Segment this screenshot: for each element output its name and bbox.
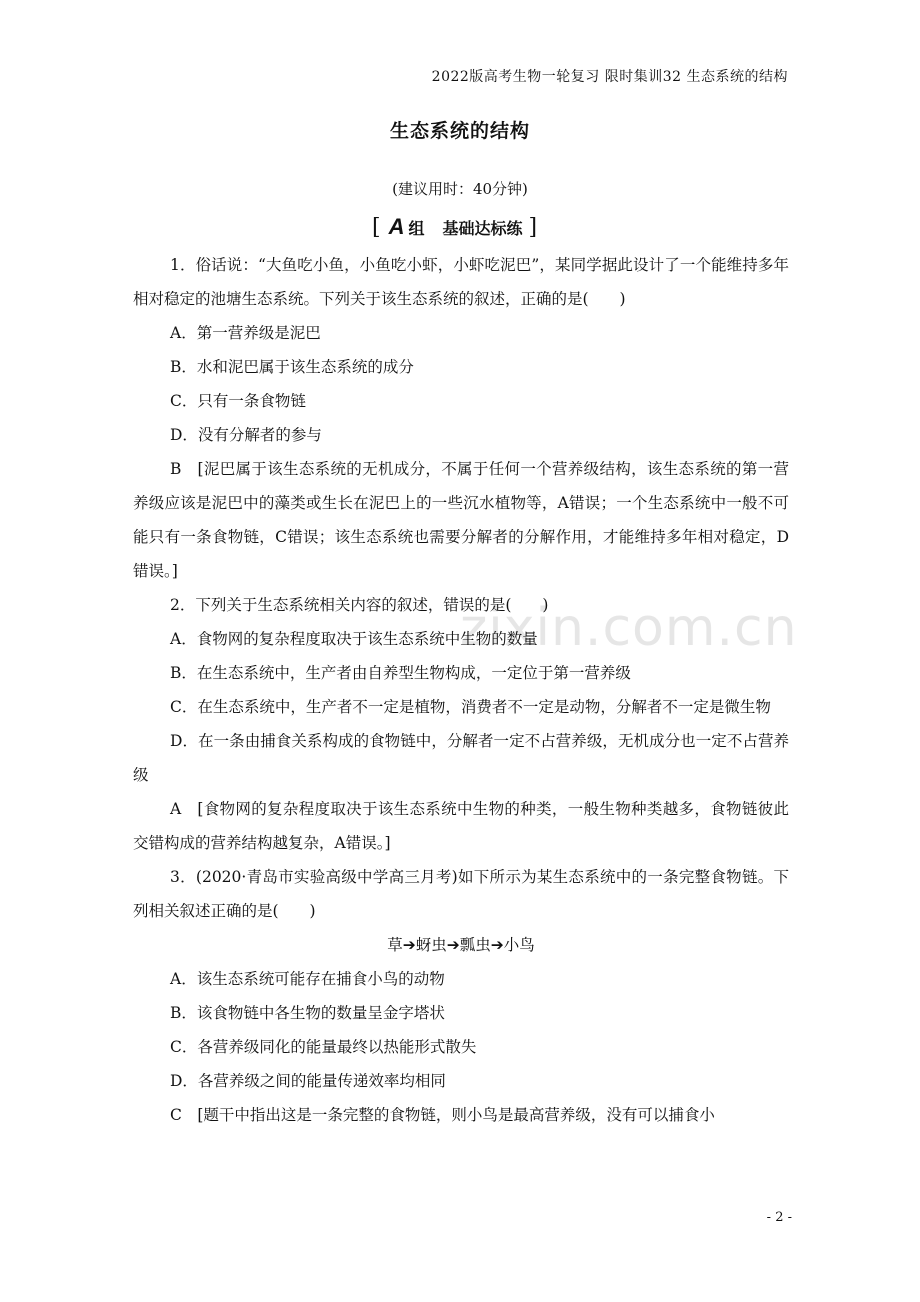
q2-stem: 2．下列关于生态系统相关内容的叙述，错误的是( ) <box>170 596 549 614</box>
q3-answer: C [题干中指出这是一条完整的食物链，则小鸟是最高营养级，没有可以捕食小 <box>170 1106 715 1124</box>
group-word: 组 <box>408 218 425 238</box>
q2-option-a: A．食物网的复杂程度取决于该生态系统中生物的数量 <box>170 630 538 648</box>
question-content <box>133 248 789 1132</box>
q1-option-a: A．第一营养级是泥巴 <box>170 324 321 342</box>
group-letter: A <box>388 214 405 239</box>
time-note: (建议用时：40分钟) <box>392 180 528 198</box>
q2-option-d: D．在一条由捕食关系构成的食物链中，分解者一定不占营养级，无机成分也一定不占营养级 <box>133 732 789 784</box>
q1-option-d: D．没有分解者的参与 <box>170 426 322 444</box>
q3-option-b: B．该食物链中各生物的数量呈金字塔状 <box>170 1004 445 1022</box>
q1-stem: 1．俗话说：“大鱼吃小鱼，小鱼吃小虾，小虾吃泥巴”，某同学据此设计了一个能维持多年相对稳定的池塘生态系统。下列关于该生态系统的叙述，正确的是( ) <box>133 256 789 308</box>
watermark: zixin.com.cn <box>460 598 798 658</box>
page-title: 生态系统的结构 <box>389 120 530 142</box>
left-bracket: [ <box>372 214 381 240</box>
right-bracket: ] <box>528 214 538 240</box>
q1-answer: B [泥巴属于该生态系统的无机成分，不属于任何一个营养级结构，该生态系统的第一营养级应该是泥巴中的藻类或生长在泥巴上的一些沉水植物等，A错误；一个生态系统中一般不可能只有一条食物链，C错误；该生态系统也需要分解者的分解作用，才能维持多年相对稳定，D错误。] <box>133 460 789 580</box>
q3-option-c: C．各营养级同化的能量最终以热能形式散失 <box>170 1038 477 1056</box>
q1-option-b: B．水和泥巴属于该生态系统的成分 <box>170 358 414 376</box>
q3-option-d: D．各营养级之间的能量传递效率均相同 <box>170 1072 446 1090</box>
page-header: 2022版高考生物一轮复习 限时集训32 生态系统的结构 <box>431 69 788 85</box>
q3-stem: 3．(2020·青岛市实验高级中学高三月考)如下所示为某生态系统中的一条完整食物链。下列相关叙述正确的是( ) <box>133 868 789 920</box>
q2-option-b: B．在生态系统中，生产者由自养型生物构成，一定位于第一营养级 <box>170 664 631 682</box>
food-chain: 草➔蚜虫➔瓢虫➔小鸟 <box>387 936 535 954</box>
q3-option-a: A．该生态系统可能存在捕食小鸟的动物 <box>170 970 445 988</box>
section-heading <box>372 212 537 242</box>
q2-answer: A [食物网的复杂程度取决于该生态系统中生物的种类，一般生物种类越多，食物链彼此交错构成的营养结构越复杂，A错误。] <box>133 800 789 852</box>
q2-option-c: C．在生态系统中，生产者不一定是植物，消费者不一定是动物，分解者不一定是微生物 <box>170 698 771 716</box>
q1-option-c: C．只有一条食物链 <box>170 392 306 410</box>
group-name: 基础达标练 <box>442 218 523 238</box>
page-number: - 2 - <box>766 1210 792 1225</box>
